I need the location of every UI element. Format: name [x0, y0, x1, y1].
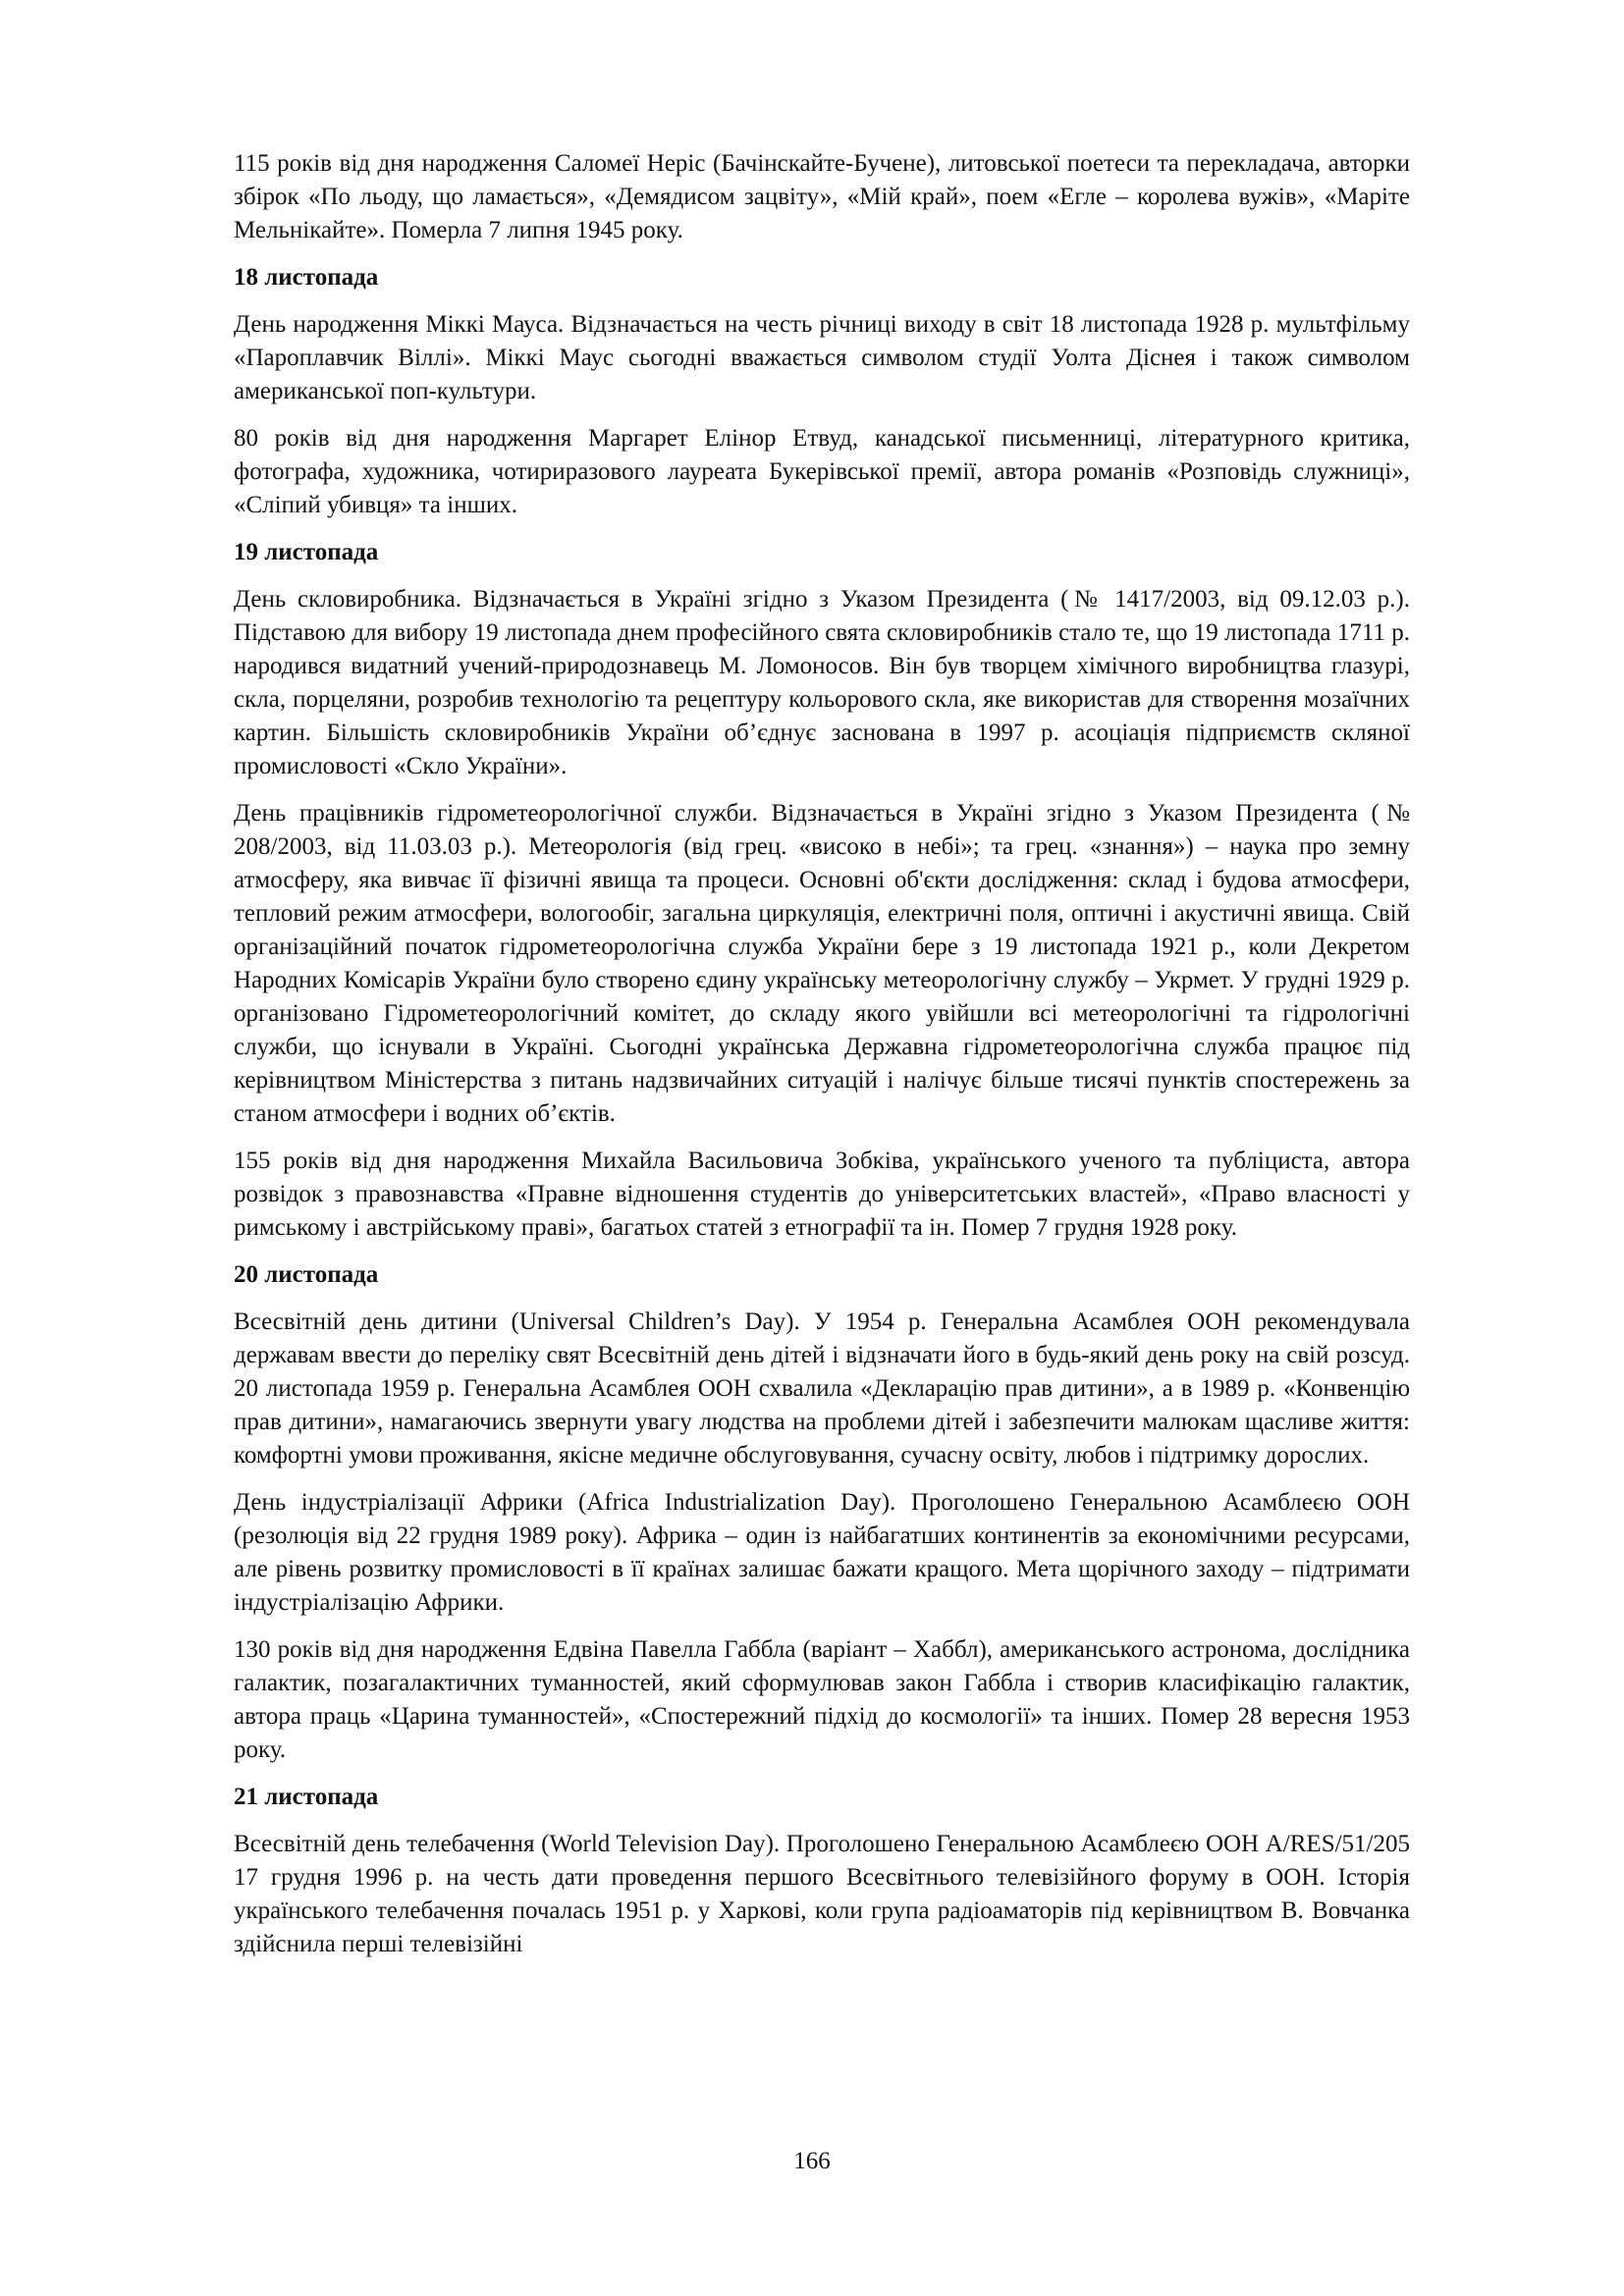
paragraph-atwood: 80 років від дня народження Маргарет Елінор Етвуд, канадської письменниці, літературного критика, фотографа, художника, чотириразового лауреата Букерівської премії, автора романів «Розповідь служниці», «Сліпий убивця» та інших. [234, 425, 1410, 518]
paragraph-africa-industrialization: День індустріалізації Африки (Africa Industrialization Day). Проголошено Генеральною Асамблеєю ООН (резолюція від 22 грудня 1989 року). Африка – один із найбагатших континентів за економічними ресурсами, але рівень розвитку промисловості в її країнах залишає бажати кращого. Мета щорічного заходу – підтримати індустріалізацію Африки. [234, 1489, 1410, 1616]
date-heading-18-november: 18 листопада [234, 264, 379, 291]
paragraph-childrens-day: Всесвітній день дитини (Universal Children’s Day). У 1954 р. Генеральна Асамблея ООН рекомендувала державам ввести до переліку свят Всесвітній день дітей і відзначати його в будь-який день року на свій розсуд. 20 листопада 1959 р. Генеральна Асамблея ООН схвалила «Декларацію прав дитини», а в 1989 р. «Конвенцію прав дитини», намагаючись звернути увагу людства на проблеми дітей і забезпечити малюкам щасливе життя: комфортні умови проживання, якісне медичне обслуговування, сучасну освіту, любов і підтримку дорослих. [234, 1308, 1410, 1468]
page-body [234, 147, 1410, 1975]
page-number: 166 [793, 2148, 831, 2174]
date-heading-20-november: 20 листопада [234, 1261, 379, 1288]
paragraph-mickey-mouse: День народження Міккі Мауса. Відзначається на честь річниці виходу в світ 18 листопада 1928 р. мультфільму «Пароплавчик Віллі». Міккі Маус сьогодні вважається символом студії Уолта Діснея і також символом американської поп-культури. [234, 311, 1410, 404]
paragraph-hubble: 130 років від дня народження Едвіна Павелла Габбла (варіант – Хаббл), американського астронома, дослідника галактик, позагалактичних туманностей, який сформулював закон Габбла і створив класифікацію галактик, автора праць «Царина туманностей», «Спостережний підхід до космології» та інших. Помер 28 вересня 1953 року. [234, 1636, 1410, 1763]
date-heading-19-november: 19 листопада [234, 539, 379, 565]
paragraph-neris: 115 років від дня народження Саломеї Неріс (Бачінскайте-Бучене), литовської поетеси та перекладача, авторки збірок «По льоду, що ламається», «Демядисом зацвіту», «Мій край», поем «Егле – королева вужів», «Маріте Мельнікайте». Померла 7 липня 1945 року. [234, 150, 1410, 243]
paragraph-television-day: Всесвітній день телебачення (World Television Day). Проголошено Генеральною Асамблеєю ООН A/RES/51/205 17 грудня 1996 р. на честь дати проведення першого Всесвітнього телевізійного форуму в ООН. Історія українського телебачення почалась 1951 р. у Харкові, коли група радіоаматорів під керівництвом В. Вовчанка здійснила перші телевізійні [234, 1831, 1410, 1957]
paragraph-zobkiv: 155 років від дня народження Михайла Васильовича Зобківа, українського ученого та публіциста, автора розвідок з правознавства «Правне відношення студентів до університетських властей», «Право власності у римському і австрійському праві», багатьох статей з етнографії та ін. Помер 7 грудня 1928 року. [234, 1148, 1410, 1241]
paragraph-glassmaker-day: День скловиробника. Відзначається в Україні згідно з Указом Президента (№ 1417/2003, від 09.12.03 р.). Підставою для вибору 19 листопада днем професійного свята скловиробників стало те, що 19 листопада 1711 р. народився видатний учений-природознавець М. Ломоносов. Він був творцем хімічного виробництва глазурі, скла, порцеляни, розробив технологію та рецептуру кольорового скла, яке використав для створення мозаїчних картин. Більшість скловиробників України об’єднує заснована в 1997 р. асоціація підприємств скляної промисловості «Скло України». [234, 586, 1410, 779]
date-heading-21-november: 21 листопада [234, 1784, 379, 1810]
paragraph-hydrometeorology-day: День працівників гідрометеорологічної служби. Відзначається в Україні згідно з Указом Президента (№ 208/2003, від 11.03.03 р.). Метеорологія (від грец. «високо в небі»; та грец. «знання») – наука про земну атмосферу, яка вивчає її фізичні явища та процеси. Основні об'єкти дослідження: склад і будова атмосфери, тепловий режим атмосфери, вологообіг, загальна циркуляція, електричні поля, оптичні і акустичні явища. Свій організаційний початок гідрометеорологічна служба України бере з 19 листопада 1921 р., коли Декретом Народних Комісарів України було створено єдину українську метеорологічну службу – Укрмет. У грудні 1929 р. організовано Гідрометеорологічний комітет, до складу якого увійшли всі метеорологічні та гідрологічні служби, що існували в Україні. Сьогодні українська Державна гідрометеорологічна служба працює під керівництвом Міністерства з питань надзвичайних ситуацій і налічує більше тисячі пунктів спостережень за станом атмосфери і водних об’єктів. [234, 800, 1410, 1127]
